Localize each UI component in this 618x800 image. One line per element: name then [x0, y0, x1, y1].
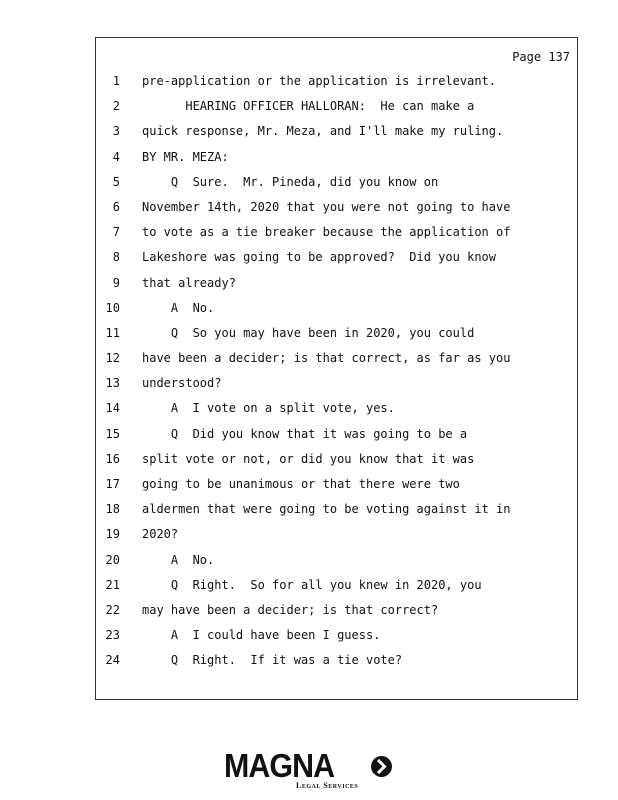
line-text: A I could have been I guess. [142, 628, 381, 643]
line-text: aldermen that were going to be voting against it in [142, 502, 511, 517]
transcript-line [96, 427, 577, 452]
line-number: 11 [105, 325, 120, 340]
magna-logo [224, 748, 396, 792]
line-text: have been a decider; is that correct, as far as you [142, 351, 511, 366]
transcript-line [96, 276, 577, 301]
transcript-line [96, 175, 577, 200]
page-number: Page 137 [512, 50, 570, 64]
line-number: 6 [112, 199, 120, 214]
line-text: Q So you may have been in 2020, you could [142, 325, 475, 340]
line-text: to vote as a tie breaker because the application of [142, 225, 511, 240]
line-text: 2020? [142, 527, 179, 542]
transcript-line [96, 376, 577, 401]
transcript-line [96, 401, 577, 426]
line-text: Q Sure. Mr. Pineda, did you know on [142, 174, 439, 189]
line-number: 9 [112, 275, 120, 290]
logo-wordmark: MAGNA [224, 747, 335, 784]
line-text: Q Did you know that it was going to be a [142, 426, 468, 441]
line-text: going to be unanimous or that there were two [142, 477, 460, 491]
transcript-line [96, 452, 577, 477]
transcript-page [95, 37, 578, 700]
line-text: may have been a decider; is that correct? [142, 602, 439, 617]
transcript-line [96, 99, 577, 124]
logo-subtitle: Legal Services [296, 781, 359, 790]
line-text: understood? [142, 376, 222, 391]
line-number: 13 [105, 376, 120, 391]
transcript-line [96, 74, 577, 99]
line-text: pre-application or the application is irrelevant. [142, 74, 497, 88]
line-number: 2 [112, 99, 120, 114]
transcript-line [96, 477, 577, 502]
transcript-line [96, 553, 577, 578]
line-number: 24 [105, 653, 120, 668]
line-text: Q Right. If it was a tie vote? [142, 653, 403, 668]
transcript-line [96, 326, 577, 351]
line-number: 23 [105, 628, 120, 643]
transcript-line [96, 603, 577, 628]
line-text: HEARING OFFICER HALLORAN: He can make a [142, 99, 475, 114]
transcript-lines [96, 74, 577, 679]
line-number: 4 [112, 149, 120, 164]
line-number: 3 [112, 124, 120, 139]
line-text: Q Right. So for all you knew in 2020, you [142, 577, 482, 592]
line-text: BY MR. MEZA: [142, 149, 229, 164]
line-number: 8 [112, 250, 120, 265]
transcript-line [96, 653, 577, 678]
transcript-line [96, 502, 577, 527]
line-text: November 14th, 2020 that you were not going to have [142, 199, 511, 214]
transcript-line [96, 225, 577, 250]
line-text: A No. [142, 552, 215, 567]
line-text: split vote or not, or did you know that it was [142, 451, 475, 466]
transcript-line [96, 200, 577, 225]
line-number: 14 [105, 401, 120, 416]
line-number: 21 [105, 577, 120, 592]
transcript-line [96, 124, 577, 149]
arrow-right-circle-icon [371, 756, 392, 777]
line-number: 16 [105, 451, 120, 466]
line-number: 19 [105, 527, 120, 542]
line-number: 20 [105, 552, 120, 567]
transcript-line [96, 150, 577, 175]
transcript-line [96, 628, 577, 653]
line-text: A No. [142, 300, 215, 315]
line-number: 15 [105, 426, 120, 441]
line-number: 18 [105, 502, 120, 517]
line-text: quick response, Mr. Meza, and I'll make my ruling. [142, 124, 504, 139]
line-number: 22 [105, 602, 120, 617]
line-text: Lakeshore was going to be approved? Did you know [142, 250, 497, 265]
line-number: 7 [112, 225, 120, 240]
line-text: that already? [142, 275, 236, 290]
line-number: 5 [112, 174, 120, 189]
line-number: 10 [105, 300, 120, 315]
line-number: 17 [105, 477, 120, 491]
line-text: A I vote on a split vote, yes. [142, 401, 395, 416]
line-number: 1 [112, 74, 120, 88]
transcript-line [96, 301, 577, 326]
transcript-line [96, 527, 577, 552]
line-number: 12 [105, 351, 120, 366]
transcript-line [96, 351, 577, 376]
transcript-line [96, 578, 577, 603]
transcript-line [96, 250, 577, 275]
